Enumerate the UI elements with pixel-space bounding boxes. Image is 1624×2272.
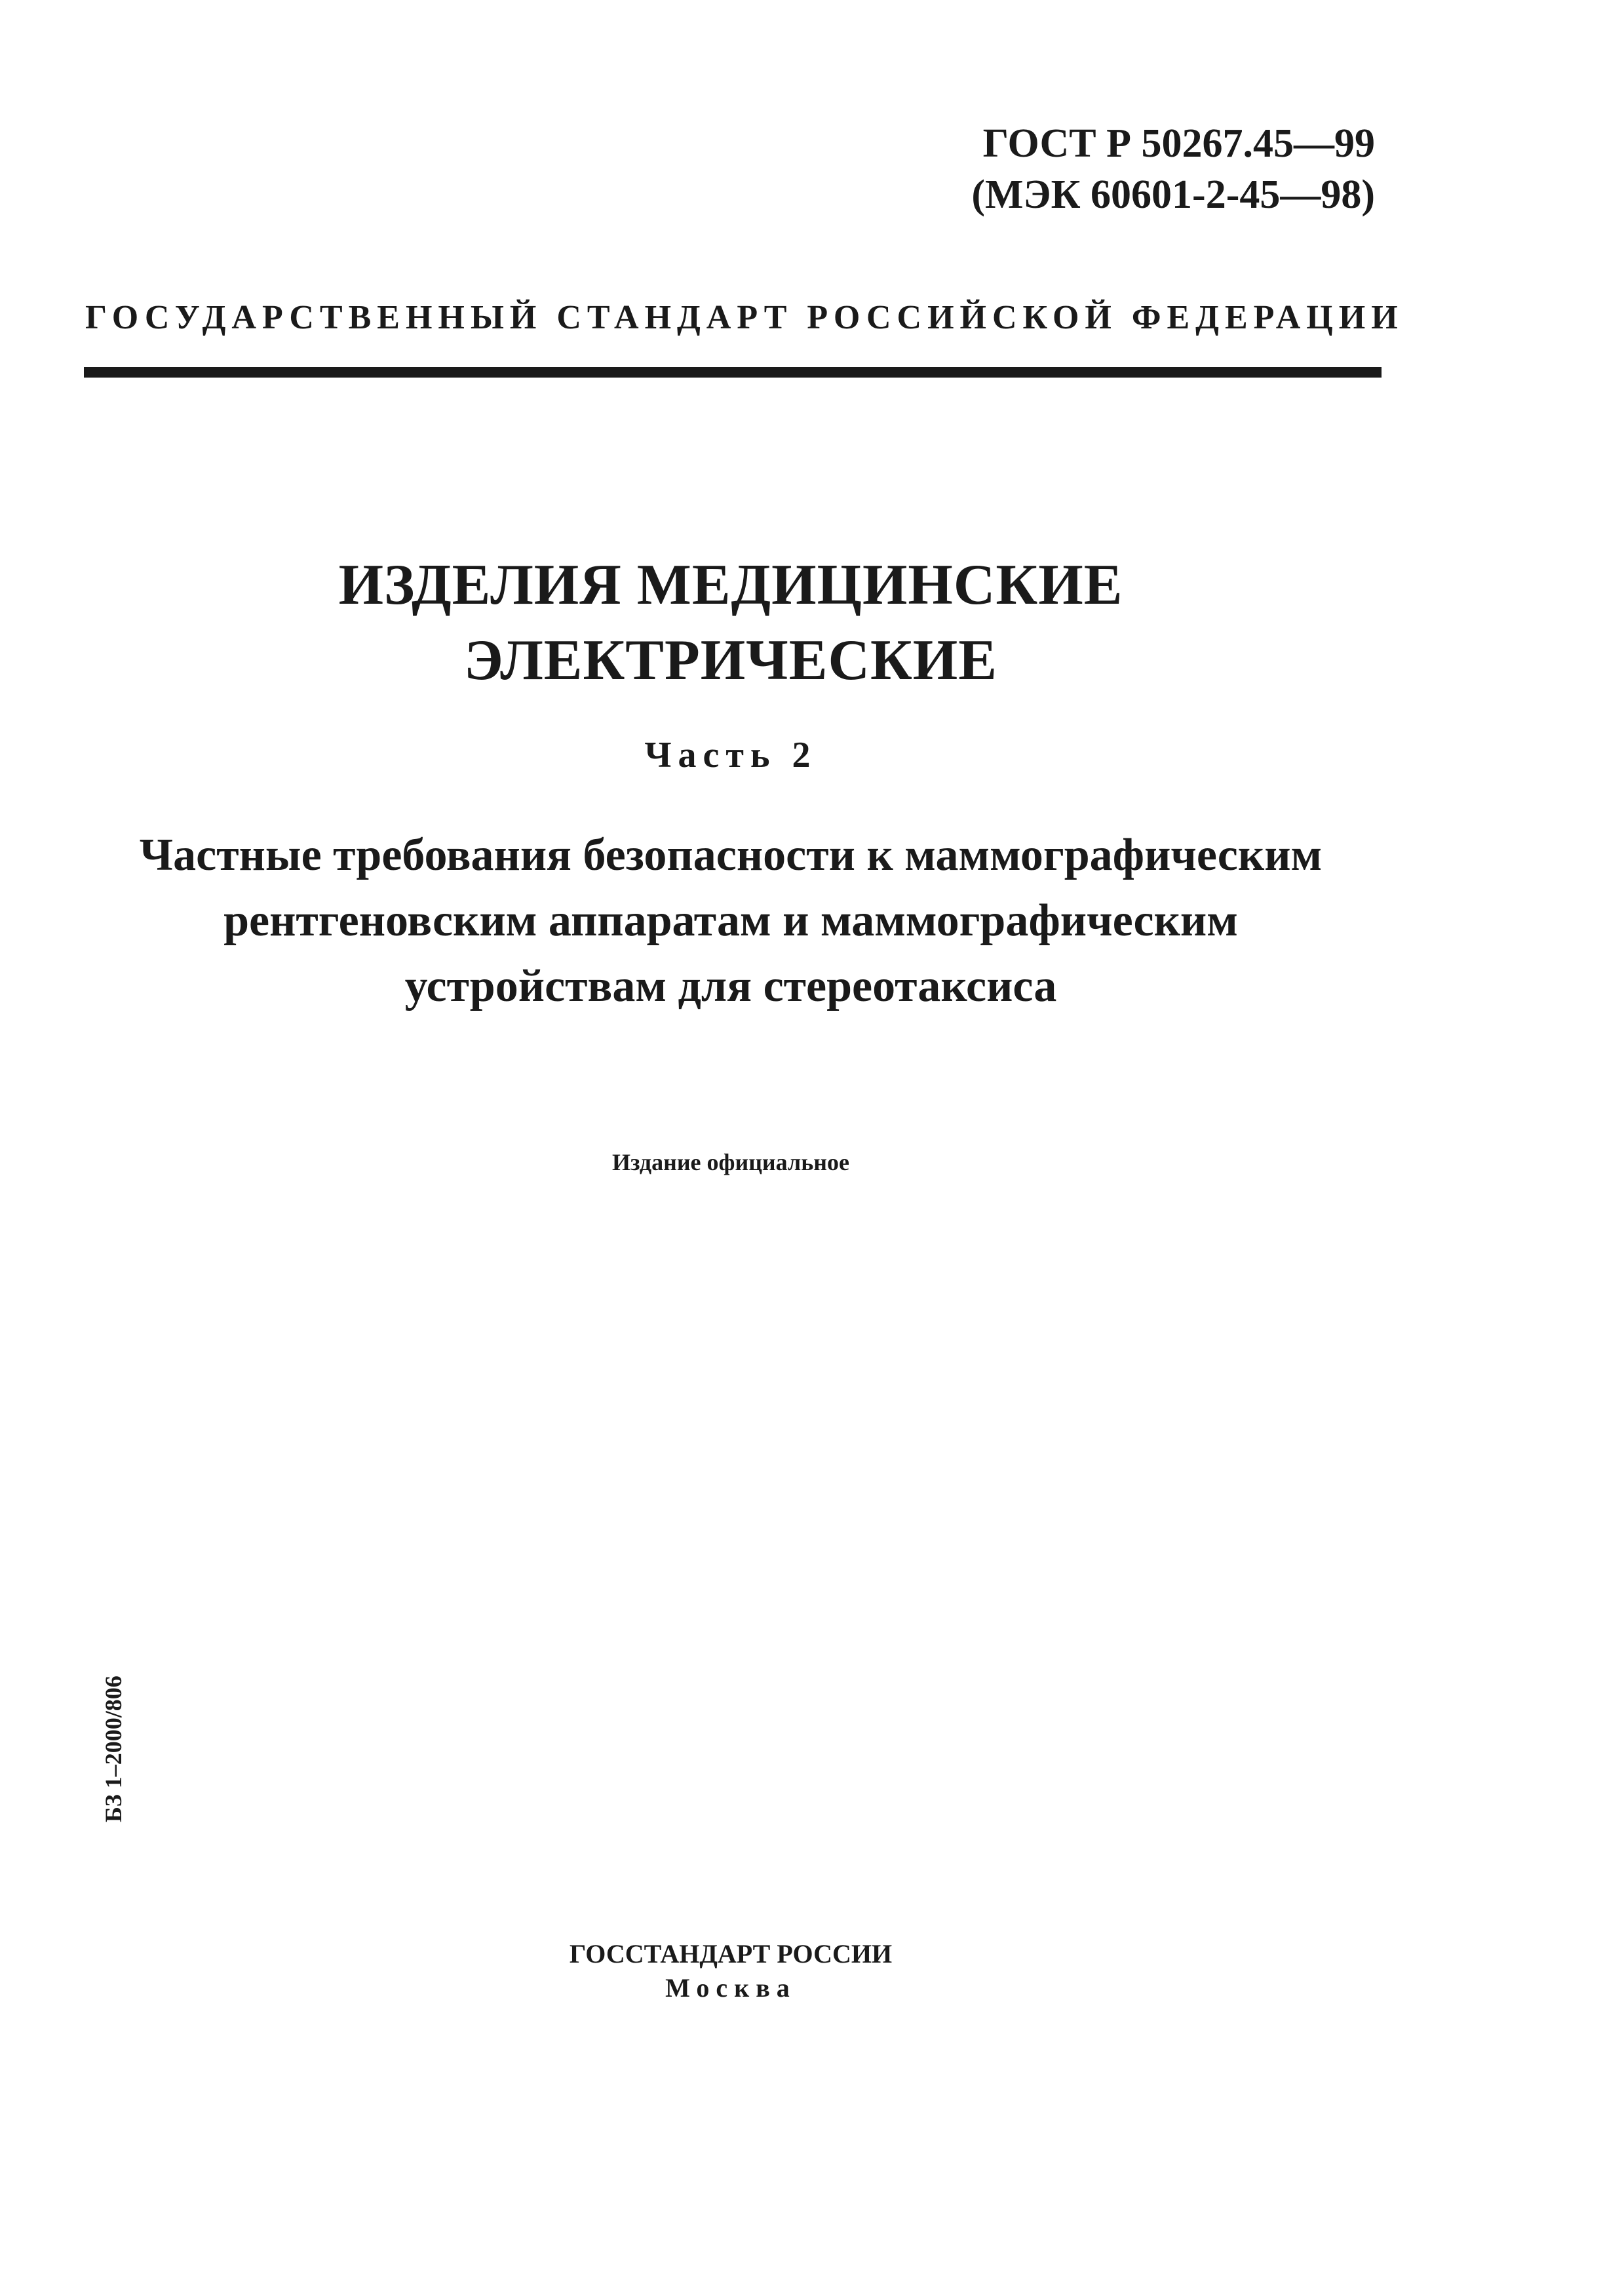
subtitle-line-2: рентгеновским аппаратам и маммографическим — [223, 895, 1238, 946]
catalog-code: БЗ 1–2000/806 — [100, 1675, 126, 1822]
publisher-city: Москва — [665, 1973, 796, 2003]
subtitle-line-1: Частные требования безопасности к маммографическим — [139, 830, 1323, 880]
publisher-block — [0, 1937, 1461, 2005]
main-title-line-2: ЭЛЕКТРИЧЕСКИЕ — [464, 629, 997, 692]
document-code — [971, 118, 1375, 220]
main-title-line-1: ИЗДЕЛИЯ МЕДИЦИНСКИЕ — [338, 553, 1123, 617]
subtitle-line-3: устройствам для стереотаксиса — [404, 961, 1057, 1011]
header-divider — [84, 367, 1382, 378]
main-title — [0, 547, 1461, 698]
part-number: Часть 2 — [644, 735, 817, 775]
publisher-name: ГОССТАНДАРТ РОССИИ — [569, 1939, 893, 1968]
iec-number: (МЭК 60601-2-45—98) — [971, 172, 1375, 217]
gost-number: ГОСТ Р 50267.45—99 — [982, 121, 1375, 166]
subtitle — [0, 823, 1461, 1019]
state-standard-heading: ГОСУДАРСТВЕННЫЙ СТАНДАРТ РОССИЙСКОЙ ФЕДЕРАЦИИ — [85, 299, 1404, 336]
edition-label: Издание официальное — [612, 1149, 849, 1175]
